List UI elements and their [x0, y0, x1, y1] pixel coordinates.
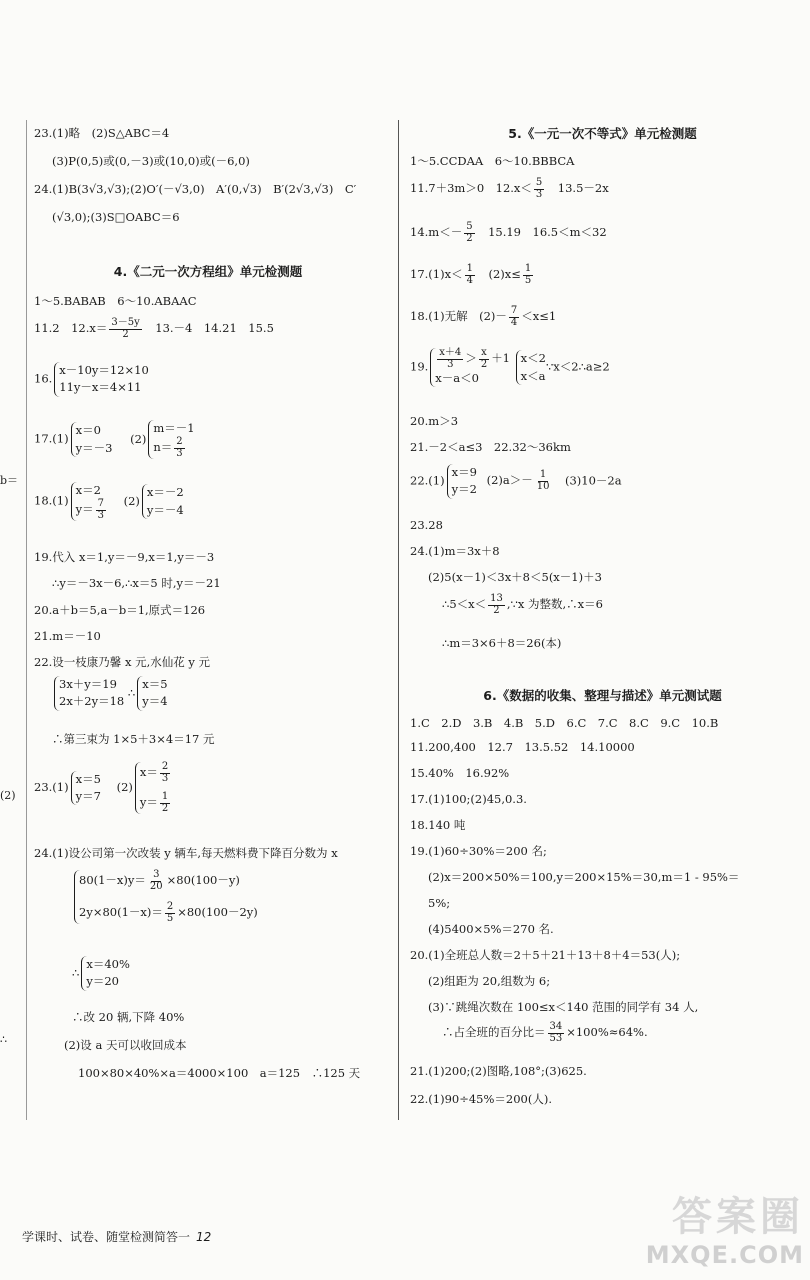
equation-system: x＝－2 y＝－4	[142, 484, 184, 519]
inequality-system: x＜2 x＜a	[516, 350, 546, 385]
equation-system: x＝ $\frac{2}{3}$ y＝ $\frac{1}{2}$	[135, 762, 172, 814]
s5-answer-11-13: 11.7＋3m＞0 12.x＜ $\frac{5}{3}$ 13.5－2x	[410, 177, 609, 200]
s4-answer-24-system	[72, 870, 258, 924]
s4-answer-24-part2: (2)设 a 天可以收回成本	[64, 1038, 187, 1052]
s4-answer-24: 24.(1)设公司第一次改装 y 辆车,每天燃料费下降百分数为 x	[34, 846, 338, 860]
s5-answer-20: 20.m＞3	[410, 414, 459, 428]
section-5-title: 5.《一元一次不等式》单元检测题	[508, 126, 697, 141]
s4-answer-17: 17.(1) x＝0 y＝－3 (2) m＝－1 n＝ $\frac{2}{3}$	[34, 421, 195, 459]
equation-system: x＝5 y＝4	[137, 676, 167, 711]
s4-answer-24-result: ∴改 20 辆,下降 40%	[72, 1010, 185, 1024]
page-number: 12	[196, 1230, 212, 1244]
s5-answer-17: 17.(1)x＜ $\frac{1}{4}$ (2)x≤ $\frac{1}{5}$	[410, 263, 532, 286]
s6-answer-20-part3: (3)∵跳绳次数在 100≤x＜140 范围的同学有 34 人,	[428, 1000, 699, 1014]
watermark-logo	[614, 1192, 804, 1272]
s5-choice-answers: 1～5.CCDAA 6～10.BBBCA	[410, 154, 575, 168]
fraction: $\frac{3-5y}{2}$	[111, 317, 140, 340]
equation-system: 80(1－x)y＝ $\frac{3}{20}$ ×80(100－y) 2y×80(1－x)＝ $\frac{2}{5}$ ×80(100－2y)	[74, 870, 258, 924]
column-divider	[398, 120, 399, 1120]
s5-answer-21-22: 21.－2＜a≤3 22.32～36km	[410, 440, 571, 454]
equation-system: x－10y＝12×10 11y－x＝4×11	[54, 362, 149, 397]
s5-answer-24: 24.(1)m＝3x＋8	[410, 544, 500, 558]
s5-answer-24-result: ∴m＝3×6＋8＝26(本)	[442, 636, 562, 650]
footer-text: 学课时、试卷、随堂检测简答一	[22, 1230, 191, 1244]
s5-answer-19: 19. $\frac{x+4}{3}$ ＞ $\frac{x}{2}$ ＋1 x－a＜0 x＜2 x＜a ∵x＜2∴a≥2	[410, 348, 610, 387]
equation-system: x＝5 y＝7	[71, 771, 101, 806]
equation-system: 3x＋y＝19 2x＋2y＝18	[54, 676, 124, 711]
s6-answer-17: 17.(1)100;(2)45,0.3.	[410, 792, 527, 806]
s6-answer-19-part4: (4)5400×5%＝270 名.	[428, 922, 554, 936]
s4-answer-21: 21.m＝－10	[34, 629, 101, 643]
answer-24: 24.(1)B(3√3,√3);(2)O′(－√3,0) A′(0,√3) B′(2√3,√3) C′	[34, 182, 357, 196]
section-4-title: 4.《二元一次方程组》单元检测题	[113, 264, 303, 279]
section-6-title: 6.《数据的收集、整理与描述》单元测试题	[483, 688, 722, 703]
watermark-text: 答案圈	[672, 1194, 804, 1240]
s4-answer-19: 19.代入 x＝1,y＝－9,x＝1,y＝－3	[34, 550, 215, 564]
answer-24-cont: (√3,0);(3)S□OABC＝6	[52, 210, 180, 224]
equation-system: x＝40% y＝20	[81, 956, 130, 991]
s6-answer-11-14: 11.200,400 12.7 13.5.52 14.10000	[410, 740, 635, 754]
s6-choice-answers: 1.C 2.D 3.B 4.B 5.D 6.C 7.C 8.C 9.C 10.B	[410, 716, 719, 730]
s5-answer-23: 23.28	[410, 518, 443, 532]
inequality-system: $\frac{x+4}{3}$ ＞ $\frac{x}{2}$ ＋1 x－a＜0	[430, 348, 510, 387]
s4-answer-16: 16. x－10y＝12×10 11y－x＝4×11	[34, 362, 149, 397]
s6-answer-21: 21.(1)200;(2)图略,108°;(3)625.	[410, 1064, 587, 1078]
s4-answer-22: 22.设一枝康乃馨 x 元,水仙花 y 元	[34, 655, 211, 669]
equation-system: x＝9 y＝2	[447, 464, 477, 499]
s4-answer-24-calc: 100×80×40%×a＝4000×100 a＝125 ∴125 天	[78, 1066, 361, 1080]
s6-answer-20: 20.(1)全班总人数＝2＋5＋21＋13＋8＋4＝53(人);	[410, 948, 681, 962]
s6-answer-19-cont: 5%;	[428, 896, 451, 910]
margin-note-3: ∴	[0, 1033, 7, 1046]
equation-system: m＝－1 n＝ $\frac{2}{3}$	[148, 420, 194, 459]
s4-answer-11-15: 11.2 12.x＝ $\frac{3-5y}{2}$ 13.－4 14.21 15.5	[34, 317, 274, 340]
margin-note-2: (2)	[0, 789, 16, 802]
s4-answer-22-result: ∴第三束为 1×5＋3×4＝17 元	[52, 732, 215, 746]
s4-answer-24-solution: ∴ x＝40% y＝20	[72, 956, 130, 991]
s6-answer-22: 22.(1)90÷45%＝200(人).	[410, 1092, 552, 1106]
answer-23-3: (3)P(0,5)或(0,－3)或(10,0)或(－6,0)	[52, 154, 250, 168]
equation-system: x＝2 y＝ $\frac{7}{3}$	[71, 482, 108, 521]
margin-note-1: b＝	[0, 474, 19, 487]
s5-answer-24-range: ∴5＜x＜ $\frac{13}{2}$ ,∵x 为整数,∴x＝6	[442, 593, 603, 616]
s5-answer-14-16: 14.m＜－ $\frac{5}{2}$ 15.19 16.5＜m＜32	[410, 221, 607, 244]
s6-answer-18: 18.140 吨	[410, 818, 466, 832]
s6-answer-19-part2: (2)x＝200×50%＝100,y＝200×15%＝30,m＝1 - 95%＝	[428, 870, 740, 884]
watermark-url: MXQE.COM	[645, 1241, 804, 1269]
equation-system: x＝0 y＝－3	[71, 422, 113, 457]
s6-answer-15-16: 15.40% 16.92%	[410, 766, 510, 780]
s5-answer-24-part2: (2)5(x－1)＜3x＋8＜5(x－1)＋3	[428, 570, 602, 584]
s5-answer-22: 22.(1) x＝9 y＝2 (2)a＞－ $\frac{1}{10}$ (3)10－2a	[410, 464, 622, 499]
s4-choice-answers: 1～5.BABAB 6～10.ABAAC	[34, 294, 197, 308]
s4-answer-19-cont: ∴y＝－3x－6,∴x＝5 时,y＝－21	[52, 576, 221, 590]
s6-answer-20-percent: ∴占全班的百分比＝ $\frac{34}{53}$ ×100%≈64%.	[442, 1021, 648, 1044]
s5-answer-18: 18.(1)无解 (2)－ $\frac{7}{4}$ ＜x≤1	[410, 305, 557, 328]
page-footer	[22, 1230, 211, 1245]
s4-answer-23: 23.(1) x＝5 y＝7 (2) x＝ $\frac{2}{3}$ y＝ $\frac{1}{2}$	[34, 762, 172, 814]
s4-answer-22-system: 3x＋y＝19 2x＋2y＝18 ∴ x＝5 y＝4	[52, 676, 168, 711]
s4-answer-20: 20.a＋b＝5,a－b＝1,原式＝126	[34, 603, 206, 617]
answer-23: 23.(1)略 (2)S△ABC＝4	[34, 126, 170, 140]
s6-answer-19: 19.(1)60÷30%＝200 名;	[410, 844, 547, 858]
s6-answer-20-part2: (2)组距为 20,组数为 6;	[428, 974, 551, 988]
s4-answer-18: 18.(1) x＝2 y＝ $\frac{7}{3}$ (2) x＝－2 y＝－4	[34, 483, 184, 521]
